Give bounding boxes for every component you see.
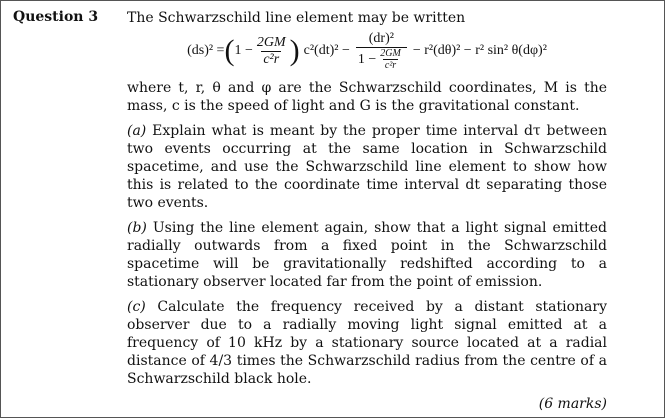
part-a [127,122,607,212]
part-b-text: Using the line element again, show that a light signal emitted radially outwards from a fixed point in the Schwarzschild spacetime will be gravitationally redshifted according to a stationary observer located far from the point of emission. [127,220,607,290]
part-c-label: (c) [127,299,146,315]
eq-open-paren: ( [224,34,235,67]
part-a-text: Explain what is meant by the proper time interval dτ between two events occurring at the same location in Schwarzschild spacetime, and use the Schwarzschild line element to show how this is related to the coordinate time interval dt separating those two events. [127,123,607,211]
eq-frac2-inner-den: c²r [384,60,397,71]
eq-frac2-den [356,47,407,71]
question-label: Question 3 [13,9,99,25]
eq-frac1-den: c²r [263,51,280,67]
eq-one-minus: 1 − [234,43,253,58]
eq-frac2-inner-num: 2GM [380,48,401,59]
eq-lhs: (ds)² = [187,43,225,58]
eq-tail: − r²(dθ)² − r² sin² θ(dφ)² [412,43,547,58]
part-b-label: (b) [127,220,147,236]
eq-close-paren: ) [289,34,300,67]
line-element-equation [127,31,607,71]
eq-frac-2gm-c2r [255,35,288,68]
part-b [127,219,607,291]
marks-label: (6 marks) [538,396,607,412]
eq-frac2-den-prefix: 1 − [357,51,377,67]
eq-cdt-term: c²(dt)² − [303,43,350,58]
eq-frac-dr2 [356,31,407,71]
where-text: where t, r, θ and φ are the Schwarzschild coordinates, M is the mass, c is the speed of light and G is the gravitational constant. [127,80,607,114]
eq-frac1-num: 2GM [256,34,286,50]
intro-text: The Schwarzschild line element may be written [127,10,466,26]
part-c-text: Calculate the frequency received by a distant stationary observer due to a radially moving light signal emitted at a frequency of 10 kHz by a stationary source located at a radial distance of 4/3 times the Schwarzschild radius from the centre of a Schwarzschild black hole. [127,299,608,387]
question-content [127,9,607,412]
part-a-label: (a) [127,123,147,139]
part-c [127,298,607,388]
eq-frac2-num: (dr)² [368,31,394,46]
eq-frac2-inner-frac [378,48,403,71]
